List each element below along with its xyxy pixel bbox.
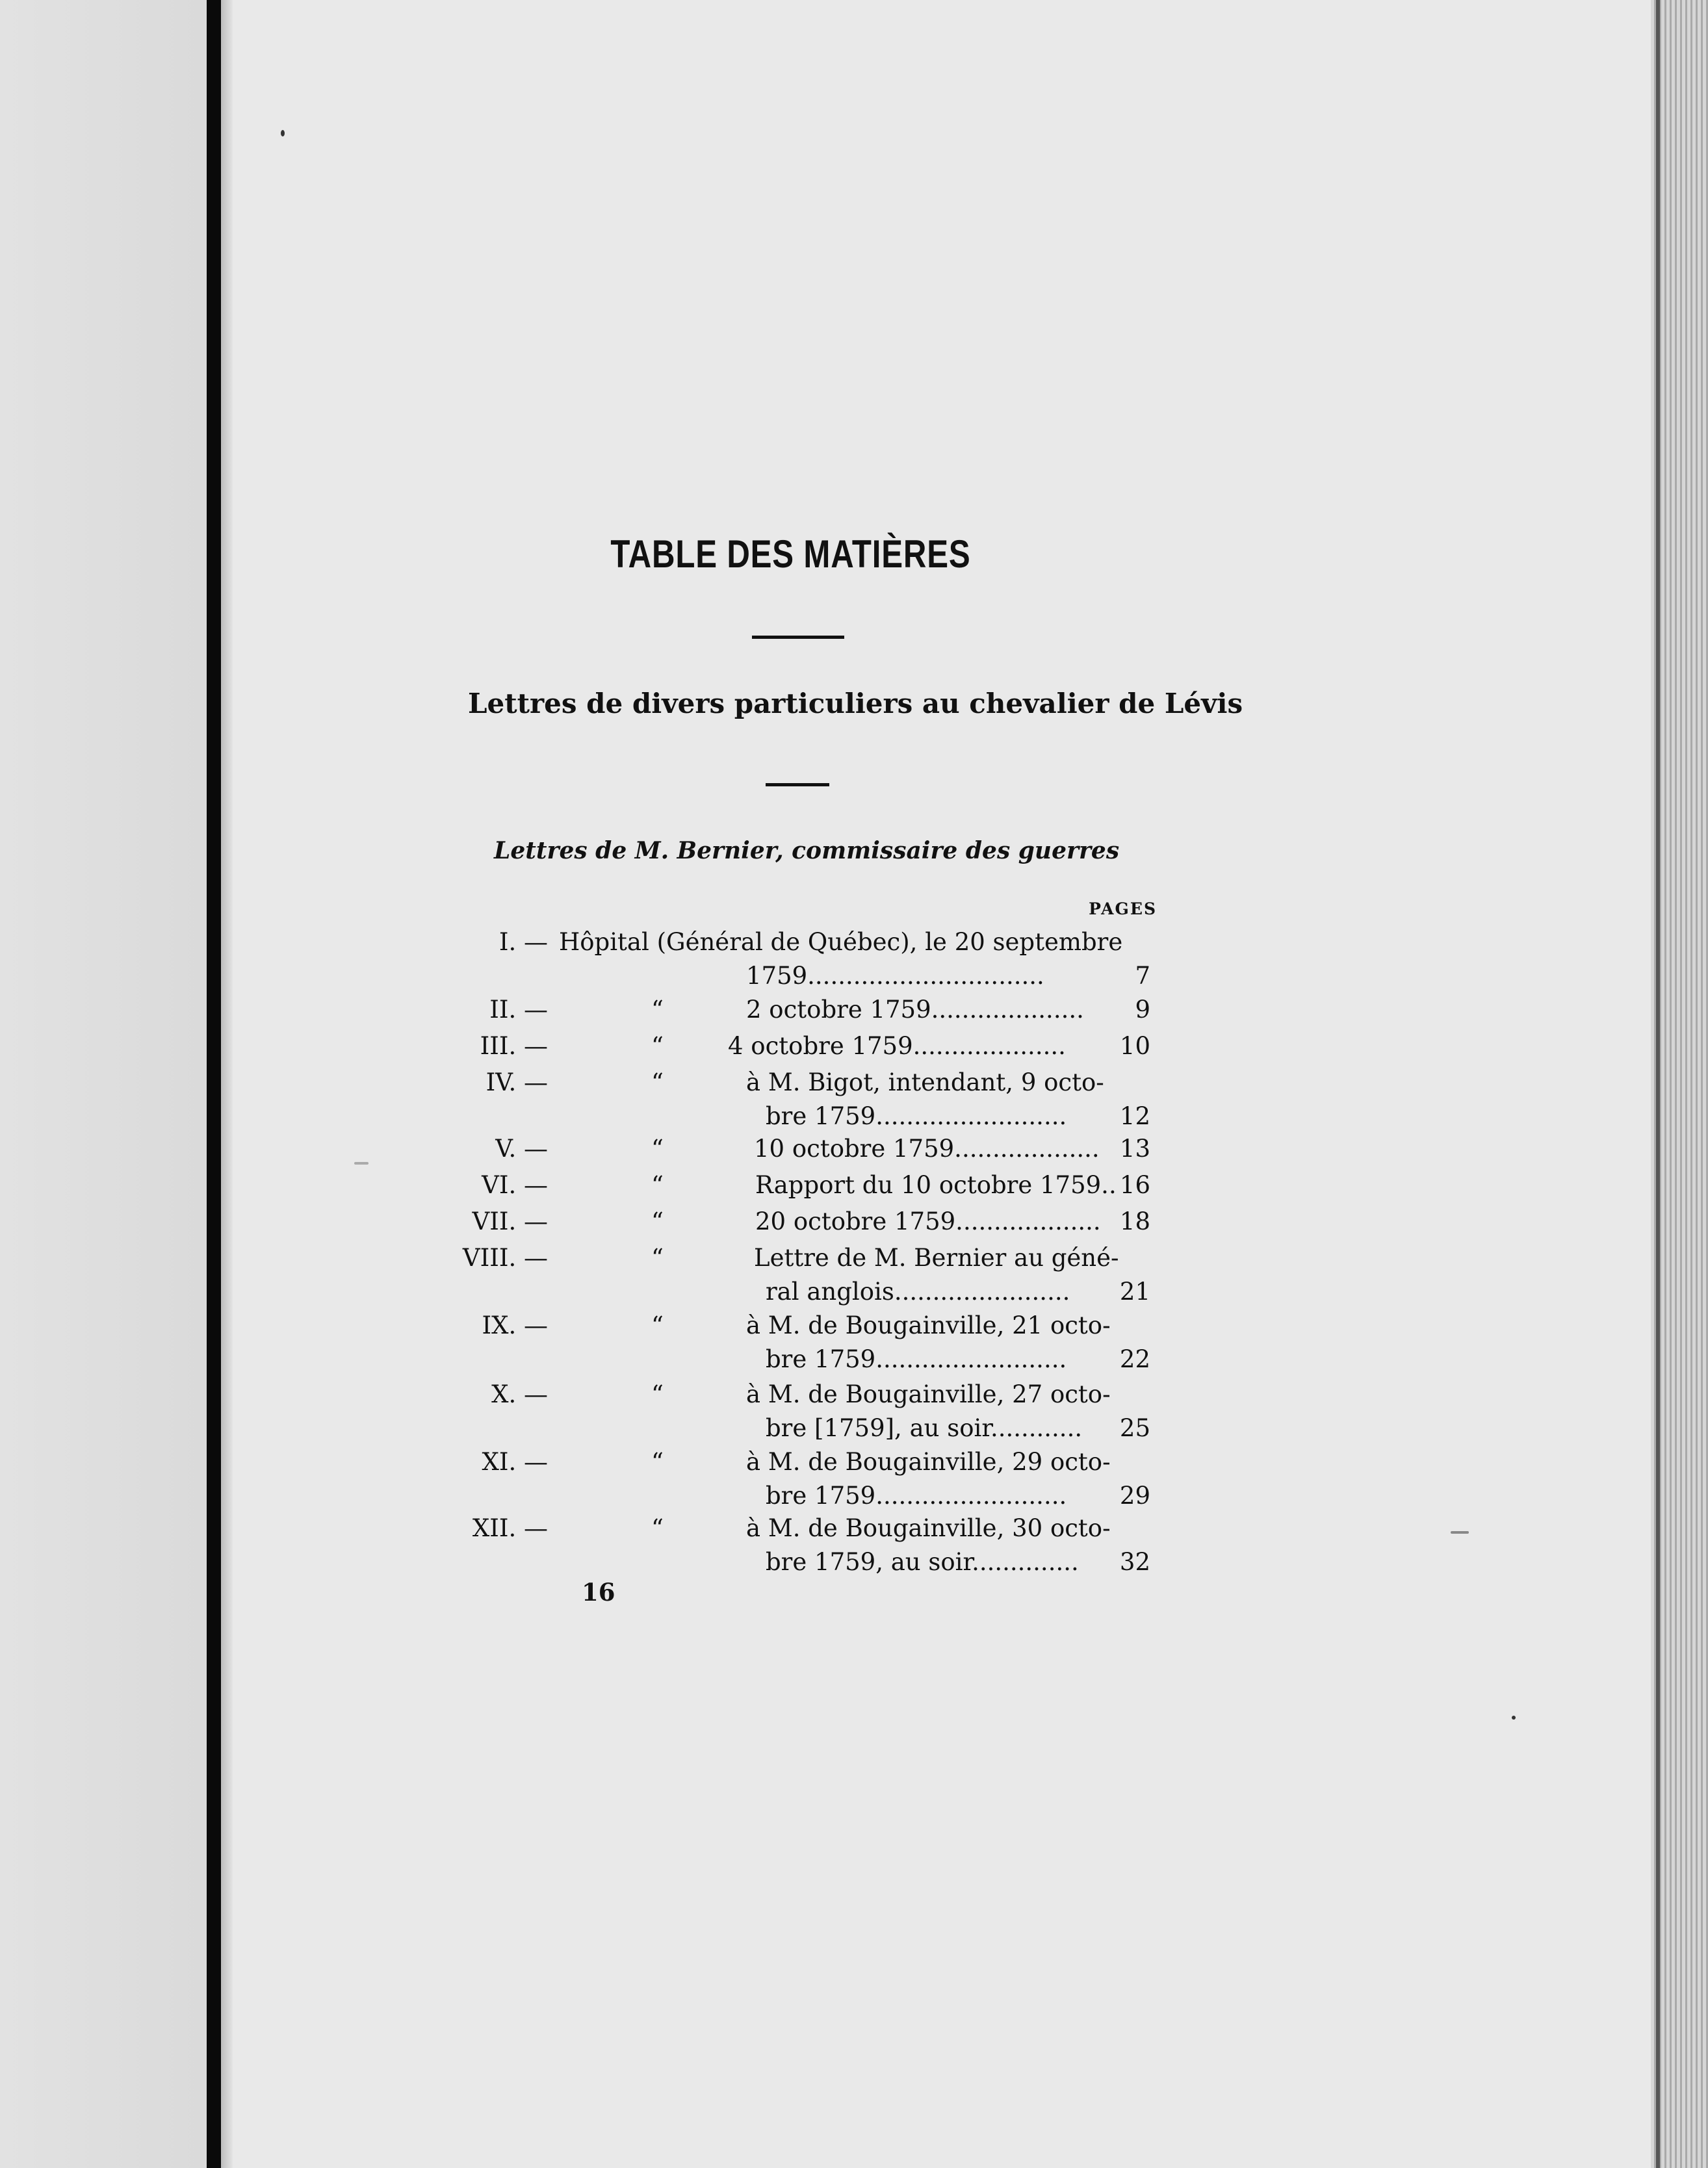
page-title: TABLE DES MATIÈRES	[610, 532, 971, 576]
toc-entry	[0, 1032, 1708, 1066]
entry-page: 13	[1119, 1135, 1150, 1163]
entry-text-line: ral anglois.......................	[766, 1278, 1070, 1306]
entry-page: 21	[1119, 1278, 1150, 1306]
entry-page: 29	[1119, 1482, 1150, 1510]
section-heading: Lettres de M. Bernier, commissaire des guerres	[494, 837, 1120, 864]
entry-number: III. —	[480, 1032, 548, 1060]
entry-text-line: 1759...............................	[746, 962, 1044, 990]
subtitle: Lettres de divers particuliers au chevalier de Lévis	[468, 688, 1243, 719]
entry-text-line: Lettre de M. Bernier au géné-	[754, 1244, 1119, 1272]
entry-text-line: bre 1759.........................	[766, 1102, 1067, 1130]
entry-page: 9	[1135, 996, 1150, 1024]
pages-column-header: PAGES	[1089, 899, 1157, 918]
toc-entry	[0, 1380, 1708, 1448]
entry-text-line: à M. de Bougainville, 29 octo-	[746, 1448, 1111, 1476]
entry-number: II. —	[489, 996, 548, 1024]
entry-text-line: 20 octobre 1759...................	[755, 1207, 1101, 1235]
entry-text-line: à M. de Bougainville, 27 octo-	[746, 1380, 1111, 1408]
toc-entry	[0, 1171, 1708, 1205]
toc-entry	[0, 1135, 1708, 1168]
entry-number: XII. —	[472, 1514, 548, 1542]
ditto-mark: “	[651, 1171, 664, 1199]
entry-number: VIII. —	[462, 1244, 548, 1272]
entry-number: VII. —	[472, 1207, 548, 1235]
toc-entry	[0, 928, 1708, 996]
entry-number: XI. —	[482, 1448, 548, 1476]
toc-entry	[0, 1514, 1708, 1582]
ditto-mark: “	[651, 1311, 664, 1339]
entry-number: I. —	[498, 928, 548, 956]
entry-text-line: Rapport du 10 octobre 1759..	[755, 1171, 1117, 1199]
entry-page: 16	[1119, 1171, 1150, 1199]
entry-number: X. —	[491, 1380, 548, 1408]
toc-entry	[0, 1311, 1708, 1379]
entry-text-line: Hôpital (Général de Québec), le 20 septembre	[559, 928, 1123, 956]
entry-page: 25	[1119, 1414, 1150, 1442]
ditto-mark: “	[651, 1380, 664, 1408]
entry-page: 7	[1135, 962, 1150, 990]
toc-entry	[0, 1448, 1708, 1516]
ditto-mark: “	[651, 996, 664, 1024]
toc-entry	[0, 1207, 1708, 1241]
scan-speck	[281, 130, 285, 136]
entry-page: 32	[1119, 1548, 1150, 1576]
entry-number: VI. —	[482, 1171, 548, 1199]
entry-number: IV. —	[485, 1068, 548, 1096]
toc-entry	[0, 1244, 1708, 1311]
entry-text-line: bre 1759.........................	[766, 1482, 1067, 1510]
entry-text-line: à M. Bigot, intendant, 9 octo-	[746, 1068, 1104, 1096]
entry-text-line: bre 1759, au soir..............	[766, 1548, 1079, 1576]
ditto-mark: “	[651, 1514, 664, 1542]
entry-number: IX. —	[482, 1311, 548, 1339]
title-rule	[752, 636, 844, 639]
entry-text-line: à M. de Bougainville, 30 octo-	[746, 1514, 1111, 1542]
entry-page: 22	[1119, 1345, 1150, 1373]
entry-text-line: bre 1759.........................	[766, 1345, 1067, 1373]
entry-text-line: 2 octobre 1759....................	[746, 996, 1084, 1024]
ditto-mark: “	[651, 1207, 664, 1235]
ditto-mark: “	[651, 1244, 664, 1272]
entry-text-line: 4 octobre 1759....................	[728, 1032, 1066, 1060]
page-number: 16	[582, 1578, 615, 1607]
entry-page: 18	[1119, 1207, 1150, 1235]
entry-text-line: bre [1759], au soir............	[766, 1414, 1083, 1442]
scan-speck	[1512, 1716, 1516, 1720]
entry-page: 10	[1119, 1032, 1150, 1060]
ditto-mark: “	[651, 1032, 664, 1060]
ditto-mark: “	[651, 1448, 664, 1476]
entry-text-line: 10 octobre 1759...................	[754, 1135, 1100, 1163]
entry-text-line: à M. de Bougainville, 21 octo-	[746, 1311, 1111, 1339]
entry-number: V. —	[495, 1135, 548, 1163]
subtitle-rule	[766, 783, 829, 786]
ditto-mark: “	[651, 1135, 664, 1163]
ditto-mark: “	[651, 1068, 664, 1096]
toc-entry	[0, 996, 1708, 1029]
entry-page: 12	[1119, 1102, 1150, 1130]
toc-entry	[0, 1068, 1708, 1136]
